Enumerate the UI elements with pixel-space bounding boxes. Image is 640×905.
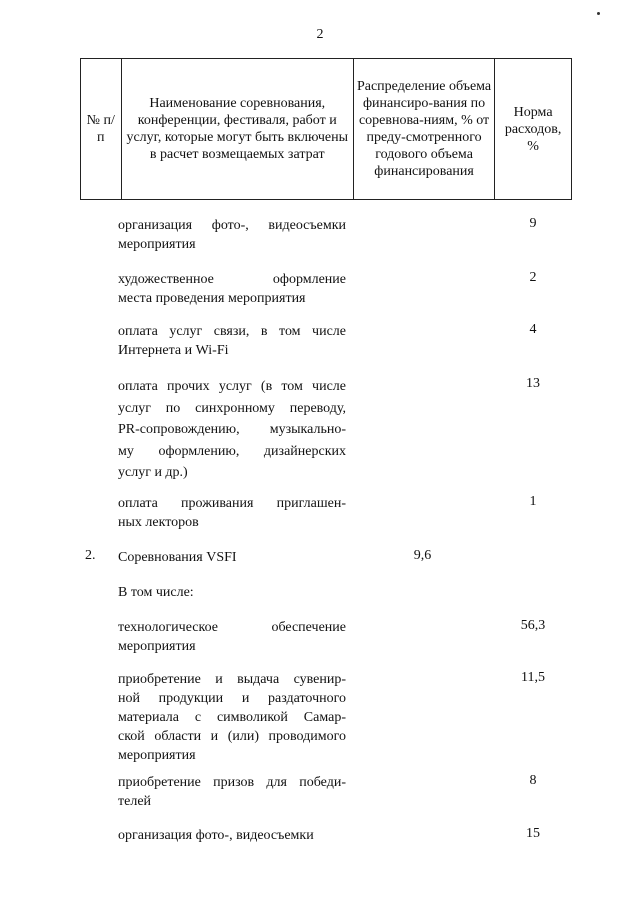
item-description: приобретение призов для победи- телей	[118, 775, 346, 809]
item-norm: 13	[526, 376, 540, 391]
page-number: 2	[316, 27, 324, 42]
item-norm: 1	[529, 494, 537, 509]
item-description: оплата услуг связи, в том числе Интернета и Wi-Fi	[118, 324, 346, 358]
item-description: организация фото-, видеосъемки мероприятия	[118, 218, 346, 252]
scan-speck	[597, 12, 600, 15]
header-col-number: № п/п	[81, 59, 122, 200]
header-col-norm: Норма расходов, %	[495, 59, 572, 200]
section-distribution: 9,6	[413, 548, 432, 563]
header-col-name: Наименование соревнования, конференции, фестиваля, работ и услуг, которые могут быть включены в расчет возмещаемых затрат	[121, 59, 353, 200]
item-norm: 2	[529, 270, 537, 285]
item-description: художественное оформление места проведения мероприятия	[118, 272, 346, 306]
header-col-distribution: Распределение объема финансиро-вания по соревнова-ниям, % от преду-смотренного годового объема финансирования	[353, 59, 494, 200]
item-description: организация фото-, видеосъемки	[118, 828, 314, 843]
item-norm: 15	[526, 826, 540, 841]
item-norm: 8	[529, 773, 537, 788]
item-norm: 9	[529, 216, 537, 231]
item-description: оплата прочих услуг (в том числе услуг по синхронному переводу, PR-сопровождению, музыкально- му оформлению, дизайнерских услуг и др.)	[118, 379, 346, 480]
item-norm: 11,5	[521, 670, 545, 685]
including-label: В том числе:	[118, 585, 194, 600]
table-header	[80, 58, 572, 200]
item-description: приобретение и выдача сувенир- ной продукции и раздаточного материала с символикой Самар- ской области и (или) проводимого мероприятия	[118, 672, 346, 763]
item-norm: 56,3	[520, 618, 546, 633]
item-description: технологическое обеспечение мероприятия	[118, 620, 346, 654]
item-description: оплата проживания приглашен- ных лекторов	[118, 496, 346, 530]
section-number: 2.	[85, 548, 96, 563]
item-norm: 4	[529, 322, 537, 337]
section-title: Соревнования VSFI	[118, 550, 237, 565]
